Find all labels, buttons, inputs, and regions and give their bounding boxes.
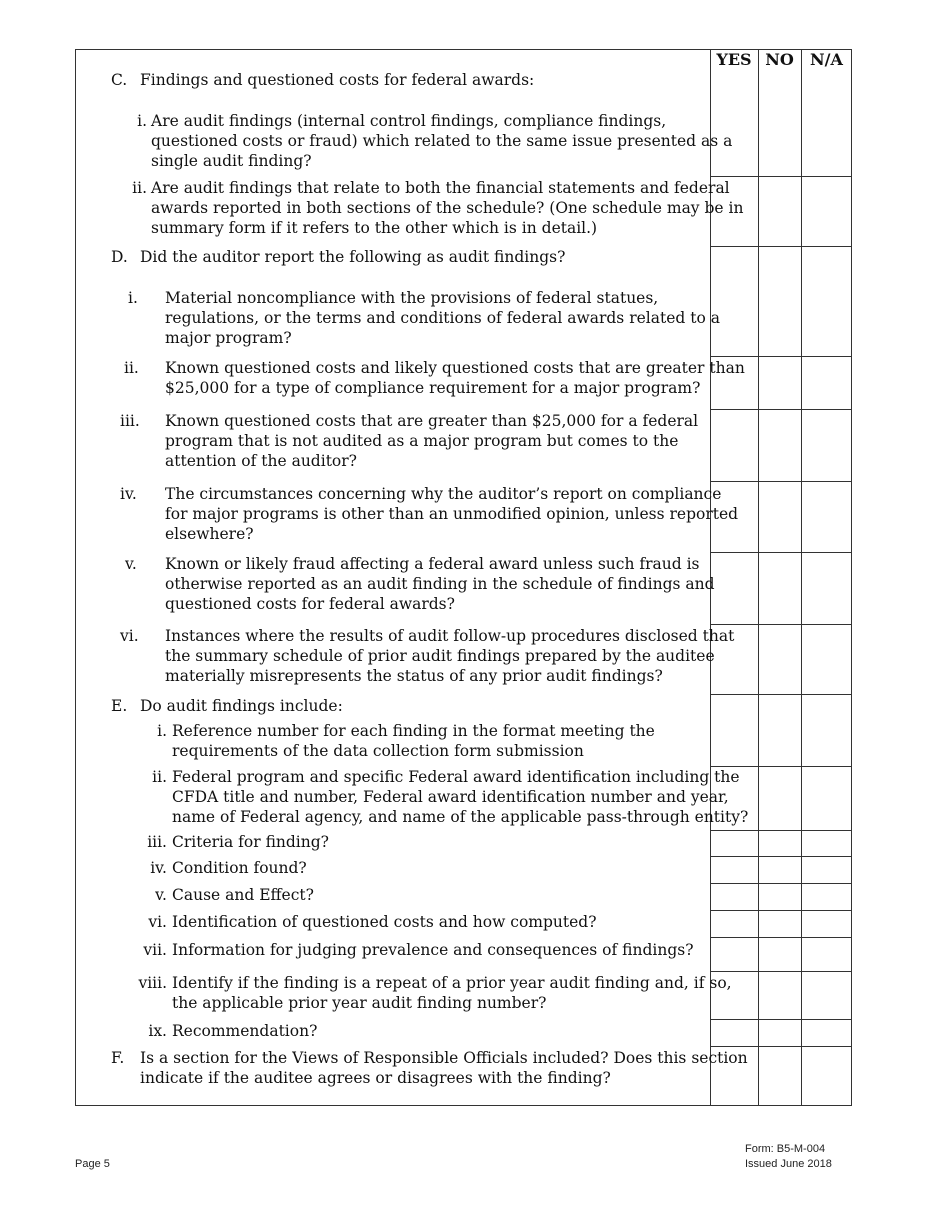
item-number: vi. (148, 913, 167, 931)
row-divider (710, 971, 852, 972)
question-line: name of Federal agency, and name of the applicable pass-through entity? (172, 808, 749, 826)
row-divider (710, 624, 852, 625)
row-divider (710, 883, 852, 884)
question-line: Condition found? (172, 859, 307, 877)
item-number: i. (128, 289, 138, 307)
section-letter-d: D. (111, 248, 128, 266)
item-number: vii. (143, 941, 167, 959)
item-number: vi. (120, 627, 139, 645)
question-line: Are audit findings that relate to both the financial statements and federal (151, 179, 730, 197)
question-line: Recommendation? (172, 1022, 318, 1040)
section-e-heading: Do audit findings include: (140, 697, 343, 715)
row-divider (710, 694, 852, 695)
question-line: awards reported in both sections of the schedule? (One schedule may be in (151, 199, 744, 217)
question-line: Criteria for finding? (172, 833, 329, 851)
question-line: Known questioned costs and likely questioned costs that are greater than (165, 359, 745, 377)
question-line: for major programs is other than an unmodified opinion, unless reported (165, 505, 739, 523)
item-number: viii. (138, 974, 167, 992)
row-divider (710, 481, 852, 482)
item-number: i. (157, 722, 167, 740)
row-divider (710, 910, 852, 911)
item-number: iv. (150, 859, 167, 877)
question-line: Are audit findings (internal control findings, compliance findings, (151, 112, 667, 130)
section-letter-f: F. (111, 1049, 125, 1067)
question-line: $25,000 for a type of compliance requirement for a major program? (165, 379, 701, 397)
question-line: major program? (165, 329, 292, 347)
item-number: ii. (152, 768, 167, 786)
question-line: Instances where the results of audit follow-up procedures disclosed that (165, 627, 735, 645)
item-number: v. (125, 555, 137, 573)
row-divider (710, 176, 852, 177)
question-line: questioned costs or fraud) which related to the same issue presented as a (151, 132, 733, 150)
row-divider (710, 830, 852, 831)
item-number: i. (137, 112, 147, 130)
column-header-yes: YES (716, 50, 752, 69)
column-header-na: N/A (810, 50, 843, 69)
column-divider (801, 49, 802, 1106)
question-line: summary form if it refers to the other which is in detail.) (151, 219, 598, 237)
row-divider (710, 856, 852, 857)
issue-date: Issued June 2018 (745, 1158, 832, 1170)
question-line: indicate if the auditee agrees or disagrees with the finding? (140, 1069, 611, 1087)
item-number: ix. (148, 1022, 167, 1040)
question-line: Reference number for each finding in the format meeting the (172, 722, 655, 740)
question-line: requirements of the data collection form submission (172, 742, 584, 760)
question-line: elsewhere? (165, 525, 254, 543)
question-line: Known or likely fraud affecting a federal award unless such fraud is (165, 555, 700, 573)
row-divider (710, 409, 852, 410)
item-number: iii. (120, 412, 140, 430)
row-divider (710, 937, 852, 938)
question-line: materially misrepresents the status of any prior audit findings? (165, 667, 663, 685)
question-line: Identification of questioned costs and how computed? (172, 913, 597, 931)
section-d-heading: Did the auditor report the following as audit findings? (140, 248, 566, 266)
question-line: single audit finding? (151, 152, 312, 170)
row-divider (710, 1046, 852, 1047)
question-line: Known questioned costs that are greater than $25,000 for a federal (165, 412, 699, 430)
row-divider (710, 246, 852, 247)
question-line: otherwise reported as an audit finding in the schedule of findings and (165, 575, 715, 593)
question-line: Is a section for the Views of Responsible Officials included? Does this section (140, 1049, 748, 1067)
question-line: Cause and Effect? (172, 886, 314, 904)
row-divider (710, 552, 852, 553)
question-line: Information for judging prevalence and consequences of findings? (172, 941, 694, 959)
item-number: iv. (120, 485, 137, 503)
question-line: the summary schedule of prior audit findings prepared by the auditee (165, 647, 715, 665)
question-line: the applicable prior year audit finding number? (172, 994, 547, 1012)
section-letter-c: C. (111, 71, 128, 89)
item-number: ii. (124, 359, 139, 377)
question-line: questioned costs for federal awards? (165, 595, 455, 613)
column-header-no: NO (765, 50, 794, 69)
page-number: Page 5 (75, 1158, 110, 1170)
column-divider (758, 49, 759, 1106)
form-number: Form: B5-M-004 (745, 1143, 826, 1155)
section-c-heading: Findings and questioned costs for federal awards: (140, 71, 535, 89)
question-line: Federal program and specific Federal award identification including the (172, 768, 740, 786)
question-line: Material noncompliance with the provisions of federal statues, (165, 289, 659, 307)
question-line: regulations, or the terms and conditions of federal awards related to a (165, 309, 720, 327)
row-divider (710, 1019, 852, 1020)
item-number: ii. (132, 179, 147, 197)
question-line: attention of the auditor? (165, 452, 357, 470)
question-line: Identify if the finding is a repeat of a prior year audit finding and, if so, (172, 974, 732, 992)
question-line: The circumstances concerning why the auditor’s report on compliance (165, 485, 722, 503)
row-divider (710, 356, 852, 357)
item-number: v. (155, 886, 167, 904)
section-letter-e: E. (111, 697, 128, 715)
question-line: CFDA title and number, Federal award identification number and year, (172, 788, 729, 806)
question-line: program that is not audited as a major program but comes to the (165, 432, 679, 450)
item-number: iii. (147, 833, 167, 851)
